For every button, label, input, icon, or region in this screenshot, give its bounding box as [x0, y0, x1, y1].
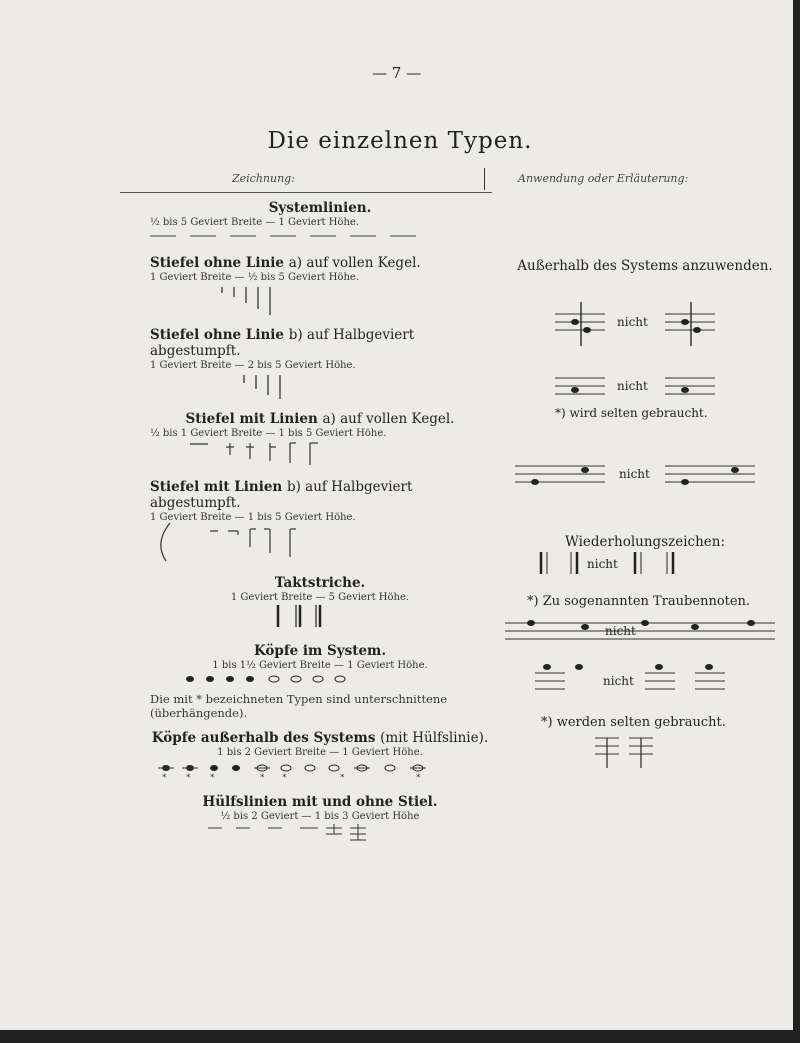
section-title: Wiederholungszeichen: — [564, 534, 726, 550]
nicht-label: nicht — [605, 624, 636, 638]
page-edge-bottom — [0, 1030, 800, 1043]
section-title: Taktstriche. — [274, 575, 366, 591]
stem-with-lines-illustration — [150, 439, 450, 469]
nicht-label: nicht — [617, 315, 648, 329]
section-title: Stiefel mit Linien b) auf Halbgeviert abgestumpft. — [150, 479, 413, 511]
right-column — [495, 200, 795, 774]
svg-text:*: * — [340, 773, 345, 782]
section-dims: ½ bis 2 Geviert — 1 bis 3 Geviert Höhe — [220, 811, 420, 822]
page-title: Die einzelnen Typen. — [267, 128, 533, 154]
ledger-lines-illustration — [150, 822, 450, 852]
svg-text:*: * — [162, 773, 167, 782]
nicht-label: nicht — [603, 674, 634, 688]
svg-text:*: * — [186, 773, 191, 782]
system-lines-illustration — [150, 229, 450, 243]
beam-example-illustration — [495, 368, 795, 402]
section-dims: 1 bis 2 Geviert Breite — 1 Geviert Höhe. — [217, 747, 423, 758]
column-header-left: Zeichnung: — [232, 172, 295, 185]
beam-example-illustration — [495, 294, 795, 364]
section-title: Stiefel mit Linien a) auf vollen Kegel. — [185, 411, 455, 427]
section-dims: 1 Geviert Breite — 2 bis 5 Geviert Höhe. — [150, 360, 356, 371]
section-title: Hülfslinien mit und ohne Stiel. — [202, 794, 438, 810]
svg-text:*: * — [260, 773, 265, 782]
stem-with-lines-illustration — [150, 523, 450, 563]
section-title: Köpfe im System. — [253, 643, 387, 659]
application-note: Außerhalb des Systems anzuwenden. — [517, 258, 773, 274]
section-dims: 1 Geviert Breite — ½ bis 5 Geviert Höhe. — [150, 272, 359, 283]
cluster-notes-illustration — [495, 609, 795, 649]
nicht-label: nicht — [587, 557, 618, 571]
repeat-signs-illustration — [495, 550, 795, 576]
section-note: Die mit * bezeichneten Typen sind unterschnittene (überhängende). — [150, 692, 448, 720]
section-dims: 1 Geviert Breite — 5 Geviert Höhe. — [230, 592, 410, 603]
ledger-stem-illustration — [495, 730, 795, 770]
page-number: — 7 — — [372, 64, 422, 82]
section-title: Stiefel ohne Linie b) auf Halbgeviert abgestumpft. — [150, 327, 415, 359]
noteheads-illustration — [150, 671, 450, 687]
stem-glyphs-illustration — [150, 371, 450, 401]
section-dims: ½ bis 1 Geviert Breite — 1 bis 5 Geviert Höhe. — [150, 428, 387, 439]
nicht-label: nicht — [619, 467, 650, 481]
footnote: *) wird selten gebraucht. — [555, 406, 708, 420]
section-dims: ½ bis 5 Geviert Breite — 1 Geviert Höhe. — [150, 217, 359, 228]
barlines-illustration — [150, 603, 450, 629]
column-header-right: Anwendung oder Erläuterung: — [518, 172, 689, 185]
section-dims: 1 bis 1½ Geviert Breite — 1 Geviert Höhe. — [212, 660, 428, 671]
beam-example-illustration — [495, 440, 795, 500]
svg-text:*: * — [416, 773, 421, 782]
footnote: *) werden selten gebraucht. — [541, 715, 726, 730]
left-column — [150, 200, 490, 856]
svg-text:*: * — [282, 773, 287, 782]
stem-glyphs-illustration — [150, 283, 450, 317]
section-title: Köpfe außerhalb des Systems (mit Hülfslinie). — [151, 730, 489, 746]
column-divider — [484, 168, 485, 190]
section-title: Systemlinien. — [268, 200, 372, 216]
section-dims: 1 Geviert Breite — 1 bis 5 Geviert Höhe. — [150, 512, 356, 523]
svg-text:*: * — [210, 773, 215, 782]
footnote: *) Zu sogenannten Traubennoten. — [527, 594, 751, 609]
cluster-notes-illustration — [495, 657, 795, 701]
section-title: Stiefel ohne Linie a) auf vollen Kegel. — [150, 255, 421, 271]
ledger-noteheads-illustration — [150, 758, 450, 782]
header-rule — [120, 192, 492, 193]
nicht-label: nicht — [617, 379, 648, 393]
